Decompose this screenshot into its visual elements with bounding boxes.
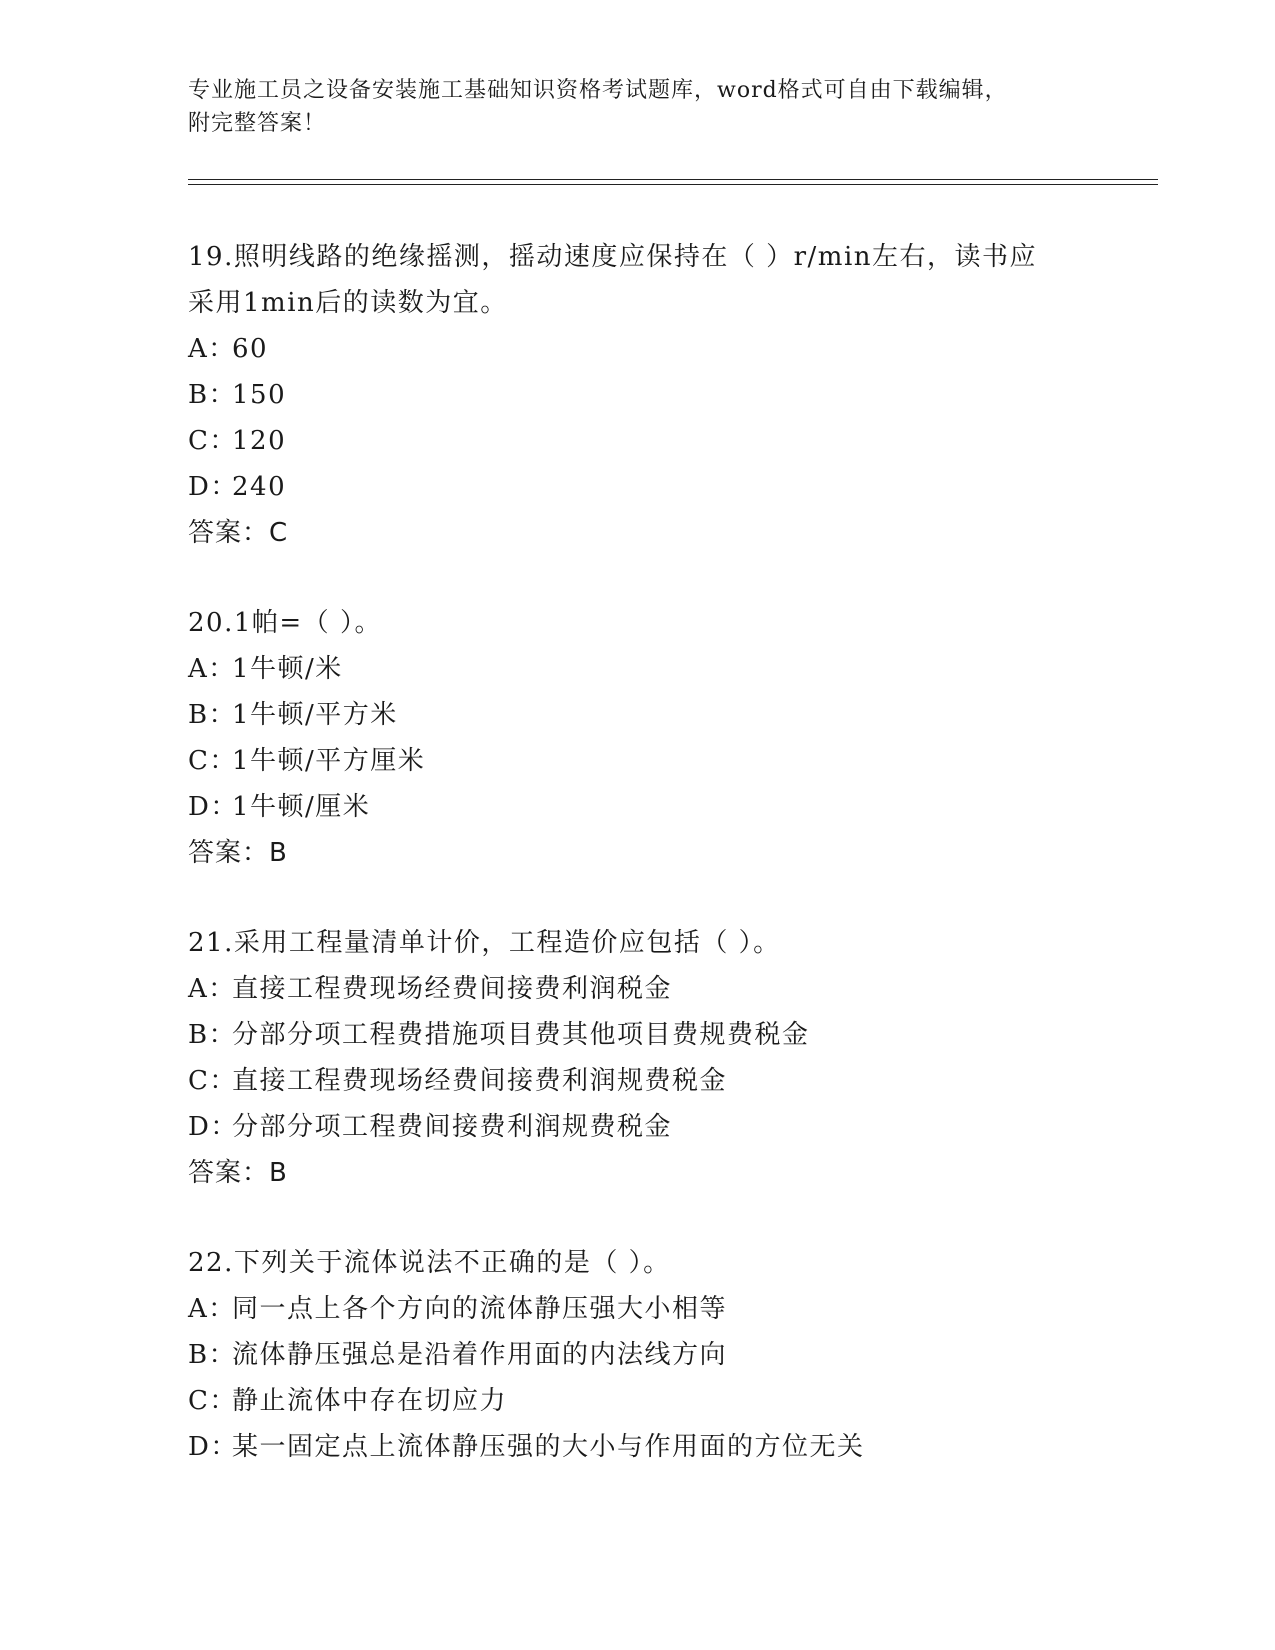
header-divider xyxy=(188,179,1158,180)
option-text: 分部分项工程费间接费利润规费税金 xyxy=(232,1112,673,1142)
option-key: B： xyxy=(188,1020,237,1050)
option-d xyxy=(188,464,1088,510)
header-divider xyxy=(188,184,1158,185)
answer-line: 答案：B xyxy=(188,838,288,868)
option-b xyxy=(188,692,1088,738)
option-a xyxy=(188,326,1088,372)
option-key: C： xyxy=(188,1386,237,1416)
option-key: D： xyxy=(188,1112,238,1142)
option-key: A： xyxy=(188,334,236,364)
option-key: D： xyxy=(188,1432,238,1462)
question-stem: 19.照明线路的绝缘摇测，摇动速度应保持在（ ）r/min左右，读书应 xyxy=(188,242,1038,272)
option-text: 150 xyxy=(232,380,287,410)
option-text: 分部分项工程费措施项目费其他项目费规费税金 xyxy=(232,1020,810,1050)
option-text: 同一点上各个方向的流体静压强大小相等 xyxy=(232,1294,728,1324)
option-text: 流体静压强总是沿着作用面的内法线方向 xyxy=(232,1340,728,1370)
question-21 xyxy=(188,920,1088,1196)
option-key: B： xyxy=(188,380,237,410)
document-header xyxy=(188,74,1088,140)
option-key: C： xyxy=(188,426,237,456)
option-c xyxy=(188,1378,1088,1424)
option-text: 1牛顿/平方米 xyxy=(232,700,398,730)
option-text: 120 xyxy=(232,426,287,456)
question-20 xyxy=(188,600,1088,876)
option-text: 直接工程费现场经费间接费利润规费税金 xyxy=(232,1066,728,1096)
option-c xyxy=(188,738,1088,784)
question-19 xyxy=(188,234,1088,556)
option-text: 1牛顿/厘米 xyxy=(232,792,371,822)
option-key: B： xyxy=(188,1340,237,1370)
question-stem: 22.下列关于流体说法不正确的是（ ）。 xyxy=(188,1248,671,1278)
option-text: 某一固定点上流体静压强的大小与作用面的方位无关 xyxy=(232,1432,865,1462)
option-key: D： xyxy=(188,792,238,822)
answer-line: 答案：B xyxy=(188,1158,288,1188)
option-c xyxy=(188,418,1088,464)
option-d xyxy=(188,784,1088,830)
answer-line: 答案：C xyxy=(188,518,289,548)
option-text: 静止流体中存在切应力 xyxy=(232,1386,508,1416)
option-text: 直接工程费现场经费间接费利润税金 xyxy=(232,974,673,1004)
option-key: C： xyxy=(188,746,237,776)
option-a xyxy=(188,1286,1088,1332)
option-c xyxy=(188,1058,1088,1104)
option-b xyxy=(188,372,1088,418)
option-text: 240 xyxy=(232,472,287,502)
option-text: 1牛顿/平方厘米 xyxy=(232,746,426,776)
question-stem: 20.1帕=（ ）。 xyxy=(188,608,382,638)
option-key: C： xyxy=(188,1066,237,1096)
option-b xyxy=(188,1332,1088,1378)
option-key: A： xyxy=(188,1294,236,1324)
header-line: 专业施工员之设备安装施工基础知识资格考试题库，word格式可自由下载编辑， xyxy=(188,78,1008,103)
question-stem: 采用1min后的读数为宜。 xyxy=(188,288,508,318)
question-stem: 21.采用工程量清单计价，工程造价应包括（ ）。 xyxy=(188,928,781,958)
option-text: 1牛顿/米 xyxy=(232,654,343,684)
option-b xyxy=(188,1012,1088,1058)
option-key: D： xyxy=(188,472,238,502)
option-a xyxy=(188,646,1088,692)
option-key: A： xyxy=(188,654,236,684)
option-key: A： xyxy=(188,974,236,1004)
option-a xyxy=(188,966,1088,1012)
question-22 xyxy=(188,1240,1088,1470)
option-key: B： xyxy=(188,700,237,730)
option-d xyxy=(188,1424,1088,1470)
header-line: 附完整答案！ xyxy=(188,111,327,136)
option-d xyxy=(188,1104,1088,1150)
option-text: 60 xyxy=(232,334,269,364)
